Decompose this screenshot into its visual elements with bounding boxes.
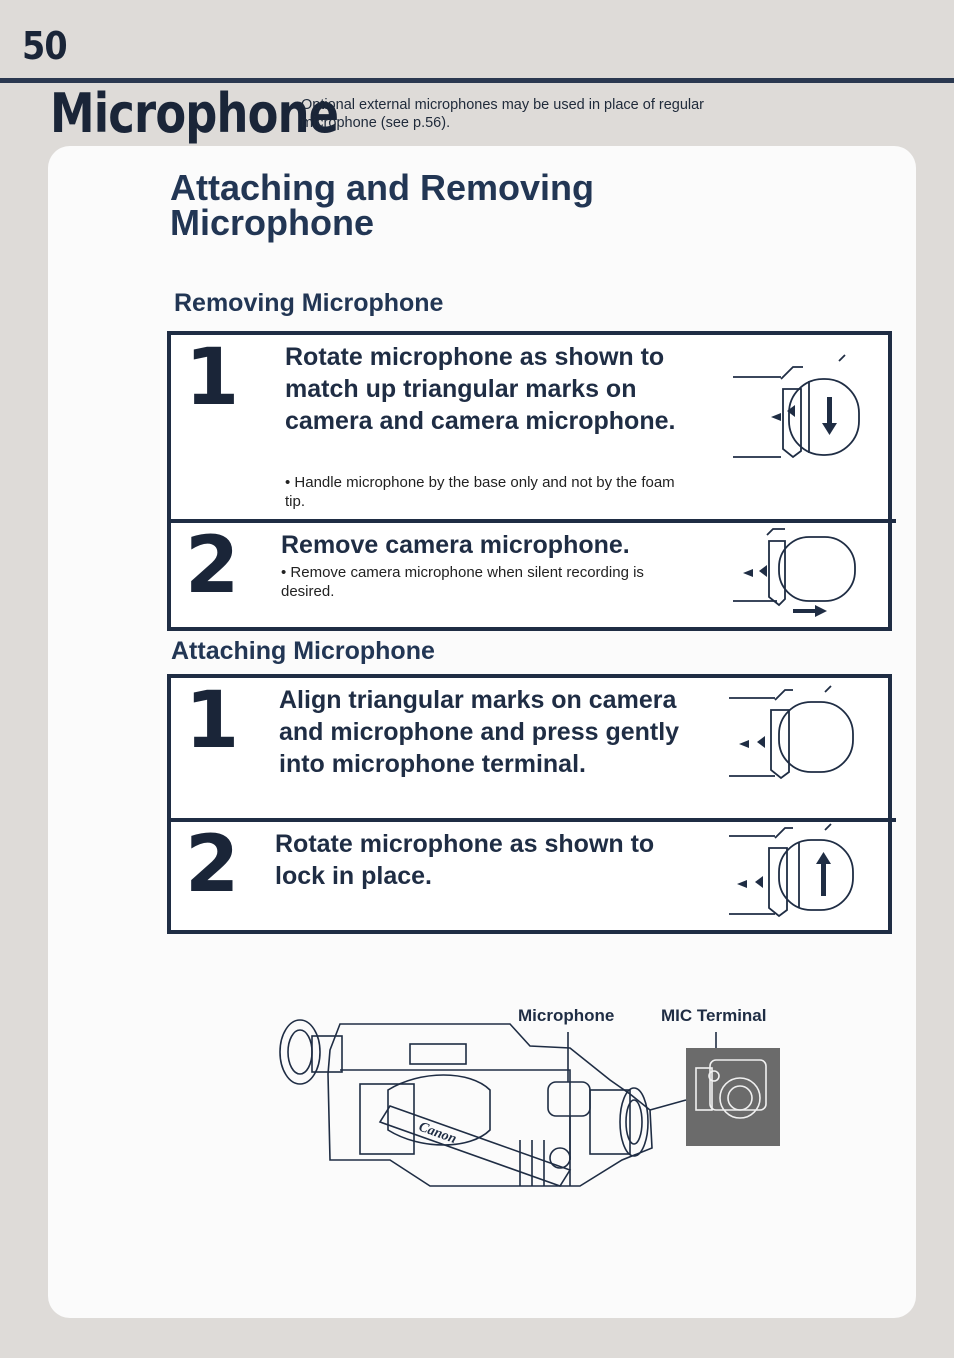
- step-instruction: Remove camera microphone.: [281, 531, 630, 559]
- rotate-down-microphone-figure: [731, 349, 881, 469]
- step-note: • Handle microphone by the base only and not by the foam tip.: [285, 474, 675, 510]
- page-number: 50: [22, 24, 67, 68]
- attaching-step-2: [171, 818, 896, 932]
- step-number: 2: [185, 521, 240, 611]
- lock-microphone-figure: [727, 822, 877, 928]
- step-note: • Remove camera microphone when silent recording is desired.: [281, 564, 644, 600]
- step-instruction: Align triangular marks on camera and microphone and press gently into microphone terminal.: [279, 686, 680, 778]
- attaching-steps-box: [167, 674, 892, 934]
- step-number: 2: [185, 820, 240, 910]
- intro-text: Optional external microphones may be used in place of regular microphone (see p.56).: [301, 97, 705, 131]
- removing-heading: Removing Microphone: [174, 289, 444, 317]
- main-heading: Attaching and Removing Microphone: [170, 167, 595, 243]
- section-title: Microphone: [50, 82, 339, 145]
- attaching-step-1: [171, 678, 896, 820]
- step-instruction: Rotate microphone as shown to match up triangular marks on camera and camera microphone.: [285, 343, 676, 435]
- removing-steps-box: [167, 331, 892, 631]
- canon-brand-text: Canon: [416, 1119, 459, 1148]
- removing-step-1: [171, 335, 896, 523]
- microphone-callout-label: Microphone: [518, 1006, 615, 1025]
- step-instruction: Rotate microphone as shown to lock in place.: [275, 830, 655, 890]
- step-number: 1: [185, 676, 240, 766]
- camcorder-illustration: [270, 1010, 790, 1200]
- mic-terminal-callout-label: MIC Terminal: [661, 1006, 767, 1025]
- removing-step-2: [171, 519, 896, 629]
- step-number: 1: [185, 333, 240, 423]
- attaching-heading: Attaching Microphone: [171, 637, 435, 665]
- remove-microphone-figure: [731, 525, 881, 625]
- align-microphone-figure: [727, 682, 877, 792]
